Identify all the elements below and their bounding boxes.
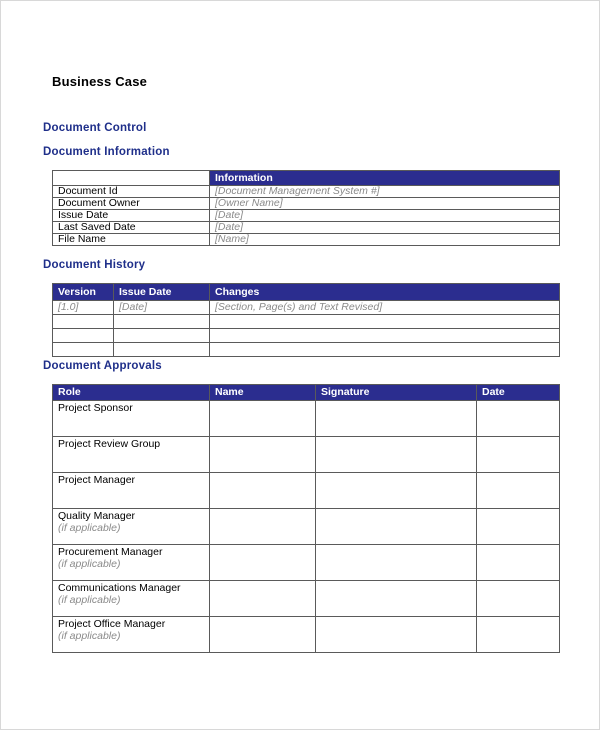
approval-role-cell [53,473,210,509]
history-header-changes: Changes [210,284,560,301]
document-title: Business Case [52,74,148,89]
approval-date-cell[interactable] [477,581,560,617]
approval-role-cell [53,617,210,653]
table-row [53,198,560,210]
approval-role-cell [53,509,210,545]
info-label: Issue Date [53,210,210,222]
info-value[interactable]: [Date] [210,222,560,234]
table-row [53,329,560,343]
approval-name-cell[interactable] [210,509,316,545]
approval-role-note: (if applicable) [58,630,121,642]
table-row [53,581,560,617]
history-date-cell[interactable] [114,315,210,329]
table-row [53,437,560,473]
document-information-table [52,170,560,246]
approvals-header-role: Role [53,385,210,401]
history-changes-cell[interactable] [210,343,560,357]
approval-date-cell[interactable] [477,617,560,653]
approval-role-cell [53,437,210,473]
approvals-header-row [53,385,560,401]
history-version-cell[interactable] [53,315,114,329]
document-approvals-table [52,384,560,653]
heading-document-information: Document Information [43,146,170,158]
history-header-row [53,284,560,301]
approval-signature-cell[interactable] [316,509,477,545]
approval-role: Procurement Manager [58,546,163,558]
info-value[interactable]: [Owner Name] [210,198,560,210]
approval-role: Communications Manager [58,582,181,594]
history-header-version: Version [53,284,114,301]
info-header: Information [210,171,560,186]
approval-name-cell[interactable] [210,473,316,509]
approval-signature-cell[interactable] [316,545,477,581]
info-value[interactable]: [Date] [210,210,560,222]
history-date-cell[interactable] [114,329,210,343]
approval-name-cell[interactable] [210,617,316,653]
table-row [53,473,560,509]
table-row [53,315,560,329]
approval-date-cell[interactable] [477,401,560,437]
info-header-row [53,171,560,186]
history-version-cell[interactable] [53,329,114,343]
table-row [53,401,560,437]
info-value[interactable]: [Document Management System #] [210,186,560,198]
approval-role: Project Office Manager [58,618,166,630]
history-changes-cell[interactable]: [Section, Page(s) and Text Revised] [210,301,560,315]
approval-role-note: (if applicable) [58,522,121,534]
history-date-cell[interactable] [114,343,210,357]
table-row [53,545,560,581]
approval-signature-cell[interactable] [316,617,477,653]
approval-role-cell [53,545,210,581]
approval-name-cell[interactable] [210,401,316,437]
history-version-cell[interactable] [53,343,114,357]
approval-role-note: (if applicable) [58,594,121,606]
history-changes-cell[interactable] [210,315,560,329]
table-row [53,301,560,315]
table-row [53,186,560,198]
history-header-issue-date: Issue Date [114,284,210,301]
approval-signature-cell[interactable] [316,581,477,617]
info-label: Last Saved Date [53,222,210,234]
approval-date-cell[interactable] [477,509,560,545]
heading-document-control: Document Control [43,122,147,134]
approvals-header-date: Date [477,385,560,401]
approvals-header-name: Name [210,385,316,401]
approval-role-note: (if applicable) [58,558,121,570]
info-label: Document Id [53,186,210,198]
approval-name-cell[interactable] [210,581,316,617]
table-row [53,509,560,545]
approval-name-cell[interactable] [210,545,316,581]
approval-signature-cell[interactable] [316,401,477,437]
history-version-cell[interactable]: [1.0] [53,301,114,315]
table-row [53,210,560,222]
approval-date-cell[interactable] [477,473,560,509]
heading-document-history: Document History [43,259,146,271]
approvals-header-signature: Signature [316,385,477,401]
approval-date-cell[interactable] [477,437,560,473]
approval-role: Project Review Group [58,438,161,450]
approval-date-cell[interactable] [477,545,560,581]
approval-role-cell [53,401,210,437]
info-label: File Name [53,234,210,246]
approval-name-cell[interactable] [210,437,316,473]
info-label: Document Owner [53,198,210,210]
table-row [53,343,560,357]
heading-document-approvals: Document Approvals [43,360,162,372]
approval-signature-cell[interactable] [316,473,477,509]
table-row [53,234,560,246]
info-header-blank [53,171,210,186]
approval-role: Project Manager [58,474,136,486]
approval-signature-cell[interactable] [316,437,477,473]
history-changes-cell[interactable] [210,329,560,343]
approval-role: Project Sponsor [58,402,133,414]
approval-role-cell [53,581,210,617]
history-date-cell[interactable]: [Date] [114,301,210,315]
table-row [53,222,560,234]
info-value[interactable]: [Name] [210,234,560,246]
approval-role: Quality Manager [58,510,136,522]
document-history-table [52,283,560,357]
table-row [53,617,560,653]
